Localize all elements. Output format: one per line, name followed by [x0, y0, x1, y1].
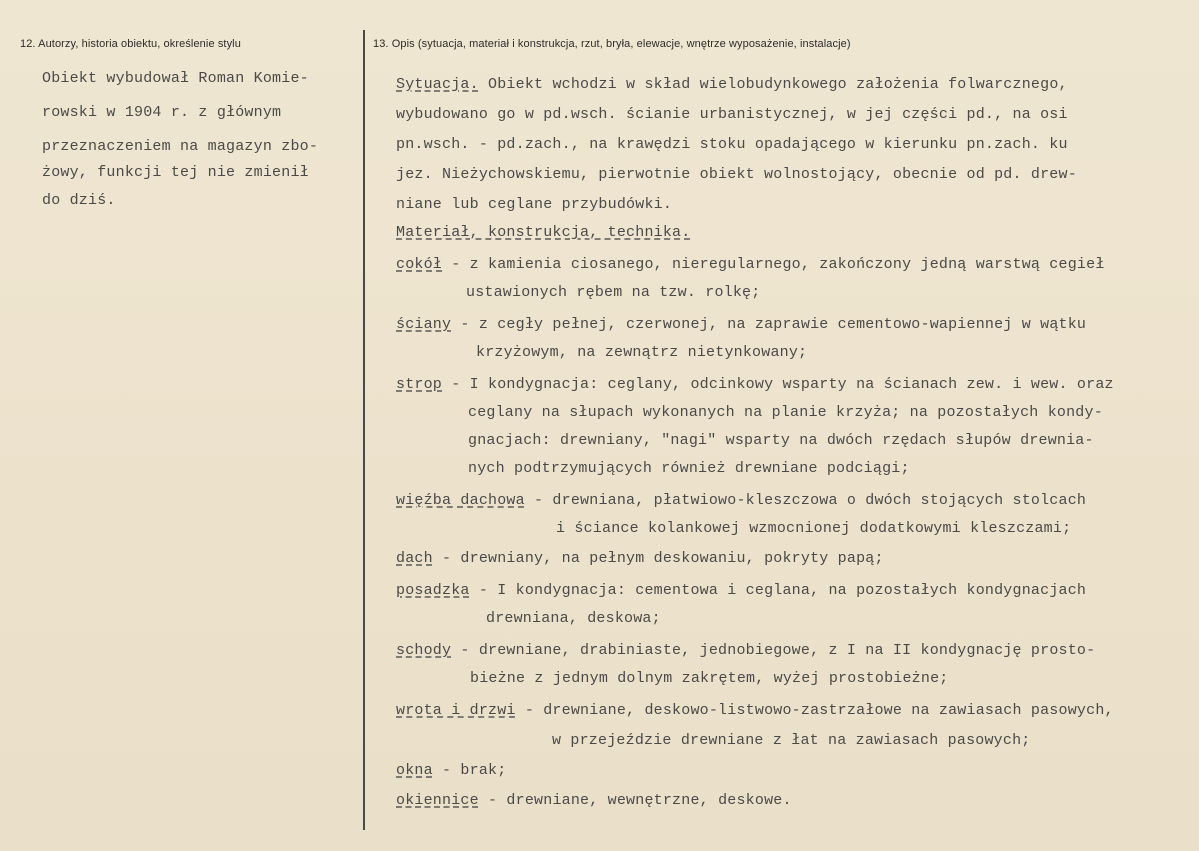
strop-line-3: gnacjach: drewniany, "nagi" wsparty na dwóch rzędach słupów drewnia- — [468, 432, 1094, 449]
sytuacja-text: Obiekt wchodzi w skład wielobudynkowego założenia folwarcznego, — [478, 76, 1068, 93]
strop-line-1 — [396, 376, 1114, 393]
material-heading: Materiał, konstrukcja, technika. — [396, 224, 691, 241]
schody-text: - drewniane, drabiniaste, jednobiegowe, z I na II kondygnację prosto- — [451, 642, 1096, 659]
wrota-line-2: w przejeździe drewniane z łat na zawiasach pasowych; — [552, 732, 1031, 749]
history-line-1: Obiekt wybudował Roman Komie- — [42, 70, 309, 87]
history-line-4: żowy, funkcji tej nie zmienił — [42, 164, 309, 181]
history-line-5: do dziś. — [42, 192, 116, 209]
wiezba-line-2: i ściance kolankowej wzmocnionej dodatkowymi kleszczami; — [556, 520, 1072, 537]
section-12-header: 12. Autorzy, historia obiektu, określenie stylu — [20, 38, 241, 50]
sciany-line-1 — [396, 316, 1086, 333]
sytuacja-line-5: niane lub ceglane przybudówki. — [396, 196, 673, 213]
sytuacja-line-3: pn.wsch. - pd.zach., na krawędzi stoku opadającego w kierunku pn.zach. ku — [396, 136, 1068, 153]
okiennice-line-1 — [396, 792, 792, 809]
strop-line-4: nych podtrzymujących również drewniane podciągi; — [468, 460, 910, 477]
okiennice-text: - drewniane, wewnętrzne, deskowe. — [478, 792, 792, 809]
section-13-header: 13. Opis (sytuacja, materiał i konstrukcja, rzut, bryła, elewacje, wnętrze wyposażenie, instalacje) — [373, 38, 851, 50]
wrota-line-1 — [396, 702, 1114, 719]
sciany-label: ściany — [396, 316, 452, 333]
cokol-label: cokół — [396, 256, 443, 273]
schody-line-2: bieżne z jednym dolnym zakrętem, wyżej prostobieżne; — [470, 670, 949, 687]
sytuacja-line-4: jez. Nieżychowskiemu, pierwotnie obiekt wolnostojący, obecnie od pd. drew- — [396, 166, 1077, 183]
dach-text: - drewniany, na pełnym deskowaniu, pokryty papą; — [432, 550, 884, 567]
history-line-3: przeznaczeniem na magazyn zbo- — [42, 138, 319, 155]
okiennice-label: okiennice — [396, 792, 479, 809]
cokol-line-1 — [396, 256, 1105, 273]
wrota-text: - drewniane, deskowo-listwowo-zastrzałowe na zawiasach pasowych, — [515, 702, 1114, 719]
cokol-line-2: ustawionych rębem na tzw. rolkę; — [466, 284, 761, 301]
schody-label: schody — [396, 642, 452, 659]
sciany-text: - z cegły pełnej, czerwonej, na zaprawie cementowo-wapiennej w wątku — [451, 316, 1087, 333]
posadzka-line-1 — [396, 582, 1086, 599]
posadzka-label: posadzka — [396, 582, 470, 599]
column-divider — [363, 30, 365, 830]
wrota-label: wrota i drzwi — [396, 702, 516, 719]
posadzka-text: - I kondygnacja: cementowa i ceglana, na pozostałych kondygnacjach — [469, 582, 1087, 599]
okna-label: okna — [396, 762, 433, 779]
wiezba-label: więźba dachowa — [396, 492, 525, 509]
sciany-line-2: krzyżowym, na zewnątrz nietynkowany; — [476, 344, 808, 361]
dach-line-1 — [396, 550, 884, 567]
wiezba-text: - drewniana, płatwiowo-kleszczowa o dwóch stojących stolcach — [524, 492, 1087, 509]
sytuacja-line-2: wybudowano go w pd.wsch. ścianie urbanistycznej, w jej części pd., na osi — [396, 106, 1068, 123]
sytuacja-line-1 — [396, 76, 1068, 93]
dach-label: dach — [396, 550, 433, 567]
posadzka-line-2: drewniana, deskowa; — [486, 610, 661, 627]
sytuacja-label: Sytuacja. — [396, 76, 479, 93]
strop-line-2: ceglany na słupach wykonanych na planie krzyża; na pozostałych kondy- — [468, 404, 1103, 421]
okna-text: - brak; — [432, 762, 507, 779]
schody-line-1 — [396, 642, 1095, 659]
wiezba-line-1 — [396, 492, 1086, 509]
strop-text: - I kondygnacja: ceglany, odcinkowy wsparty na ścianach zew. i wew. oraz — [442, 376, 1114, 393]
history-line-2: rowski w 1904 r. z głównym — [42, 104, 282, 121]
cokol-text: - z kamienia ciosanego, nieregularnego, zakończony jedną warstwą cegieł — [442, 256, 1105, 273]
okna-line-1 — [396, 762, 506, 779]
strop-label: strop — [396, 376, 443, 393]
